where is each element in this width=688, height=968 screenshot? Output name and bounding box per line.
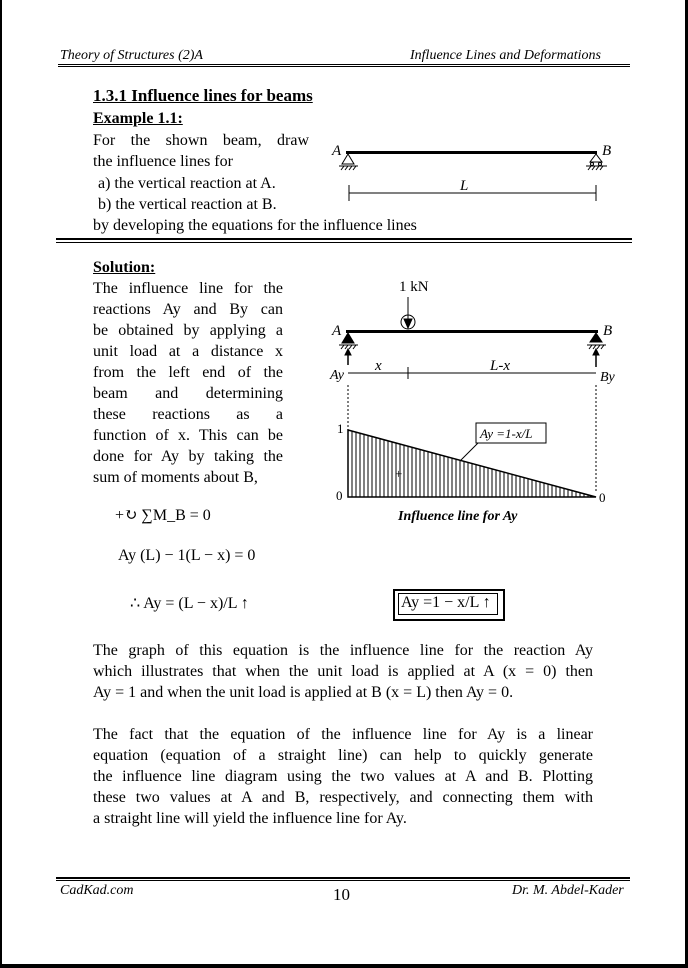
text-line: Ay = 1 and when the unit load is applied at B (x = L) then Ay = 0.: [93, 684, 514, 701]
fig2-beam: [346, 330, 598, 333]
il-plus-sign: +: [395, 466, 403, 481]
text-line: the influence line diagram using the two values at A and B. Plotting: [93, 768, 593, 785]
il-caption: Influence line for Ay: [398, 509, 518, 524]
fig2-label-b: B: [603, 323, 613, 339]
fig1-label-l: L: [460, 178, 469, 194]
text-line: beam and determining: [93, 385, 283, 402]
page-frame-bottom: [0, 964, 688, 968]
boxed-equation: Ay =1 − x/L ↑: [401, 594, 491, 611]
text-line: from the left end of the: [93, 364, 283, 381]
fig1-label-a: A: [332, 143, 342, 159]
fig1-beam: [346, 151, 597, 154]
text-line: reactions Ay and By can: [93, 301, 283, 318]
fig1-dimension: [349, 185, 596, 201]
equation-moment-sum: +↻ ∑M_B = 0: [115, 507, 211, 524]
text-line: equation (equation of a straight line) can help to quickly generate: [93, 747, 593, 764]
header-left: Theory of Structures (2)A: [60, 48, 203, 63]
example-line-2: the influence lines for: [93, 153, 233, 170]
fig2-label-ay: Ay: [330, 368, 344, 383]
example-item-b: b) the vertical reaction at B.: [98, 196, 277, 213]
page-number: 10: [333, 885, 350, 904]
header-rule-2: [58, 66, 630, 67]
beam-figure-1: [320, 135, 620, 210]
text-line: be obtained by applying a: [93, 322, 283, 339]
section-title: 1.3.1 Influence lines for beams: [93, 86, 313, 105]
fig2-dim-x: x: [375, 358, 382, 374]
il-equation-label: Ay =1-x/L: [480, 426, 533, 441]
fig2-dimension-line: [348, 367, 596, 379]
example-item-a: a) the vertical reaction at A.: [98, 175, 276, 192]
text-line: sum of moments about B,: [93, 469, 258, 486]
equation-expanded: Ay (L) − 1(L − x) = 0: [118, 547, 256, 564]
example-line-1: For the shown beam, draw: [93, 132, 309, 149]
text-line: a straight line will yield the influence line for Ay.: [93, 810, 407, 827]
influence-line-figure: [328, 275, 628, 530]
section-separator: [56, 238, 632, 240]
text-line: The graph of this equation is the influence line for the reaction Ay: [93, 642, 593, 659]
fig1-label-b: B: [602, 143, 612, 159]
header-right: Influence Lines and Deformations: [410, 48, 601, 63]
fig2-label-by: By: [600, 370, 615, 385]
fig2-load-arrow: [401, 297, 415, 329]
page-frame-left: [0, 0, 2, 968]
footer-rule-2: [56, 880, 630, 881]
section-separator-2: [56, 242, 632, 243]
footer-rule: [56, 877, 630, 879]
fig2-dim-lx: L-x: [490, 358, 510, 374]
footer-right: Dr. M. Abdel-Kader: [512, 883, 624, 898]
text-line: which illustrates that when the unit load is applied at A (x = 0) then: [93, 663, 593, 680]
il-zero-right: 0: [599, 490, 606, 505]
text-line: done for Ay by taking the: [93, 448, 283, 465]
text-line: these two values at A and B, respectively, and connecting them with: [93, 789, 593, 806]
il-zero-left: 0: [336, 488, 343, 503]
text-line: function of x. This can be: [93, 427, 283, 444]
fig2-label-a: A: [332, 323, 342, 339]
equation-result: ∴ Ay = (L − x)/L ↑: [130, 595, 249, 612]
solution-title: Solution:: [93, 259, 156, 276]
footer-left: CadKad.com: [60, 883, 134, 898]
fig1-pin-support: [339, 154, 358, 170]
header-rule: [58, 64, 630, 65]
text-line: unit load at a distance x: [93, 343, 283, 360]
example-title: Example 1.1:: [93, 110, 183, 127]
text-line: The fact that the equation of the influence line for Ay is a linear: [93, 726, 593, 743]
fig2-load-label: 1 kN: [399, 279, 429, 295]
fig2-pin-support: [339, 333, 358, 365]
il-leader-line: [461, 443, 478, 460]
example-line-last: by developing the equations for the influence lines: [93, 217, 417, 234]
text-line: The influence line for the: [93, 280, 283, 297]
text-line: these reactions as a: [93, 406, 283, 423]
il-value-1: 1: [337, 421, 344, 436]
